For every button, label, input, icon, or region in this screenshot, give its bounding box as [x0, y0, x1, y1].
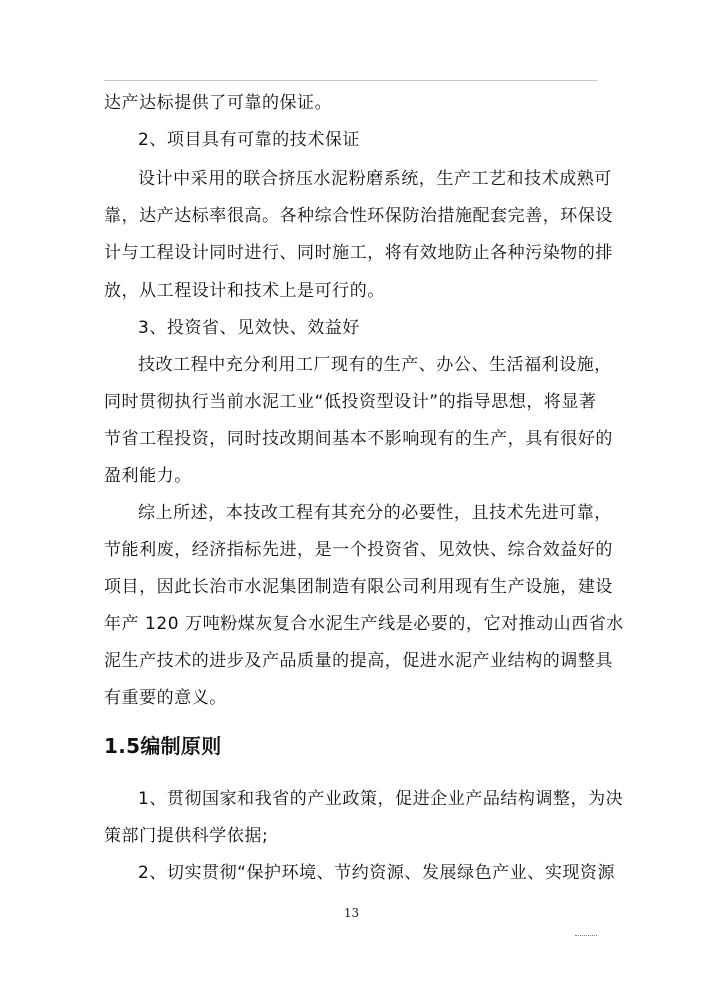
paragraph-line: 计与工程设计同时进行、同时施工，将有效地防止各种污染物的排	[104, 243, 613, 263]
paragraph-line: 靠，达产达标率很高。各种综合性环保防治措施配套完善，环保设	[104, 206, 613, 226]
header-rule	[104, 80, 598, 81]
paragraph-line: 设计中采用的联合挤压水泥粉磨系统，生产工艺和技术成熟可	[138, 169, 612, 189]
paragraph-line: 泥生产技术的进步及产品质量的提高，促进水泥产业结构的调整具	[104, 651, 613, 671]
paragraph-line: 节能利废，经济指标先进，是一个投资省、见效快、综合效益好的	[104, 540, 613, 560]
list-item-heading: 3、投资省、见效快、效益好	[138, 318, 360, 338]
paragraph-line: 综上所述，本技改工程有其充分的必要性，且技术先进可靠，	[138, 503, 612, 523]
paragraph-line: 同时贯彻执行当前水泥工业“低投资型设计”的指导思想，将显著	[104, 392, 597, 412]
paragraph-line: 策部门提供科学依据;	[104, 826, 269, 846]
footer-mark	[575, 935, 597, 937]
paragraph-line: 放，从工程设计和技术上是可行的。	[104, 281, 385, 301]
paragraph-line: 2、切实贯彻“保护环境、节约资源、发展绿色产业、实现资源	[138, 863, 616, 883]
body-line: 达产达标提供了可靠的保证。	[104, 93, 333, 113]
paragraph-line: 技改工程中充分利用工厂现有的生产、办公、生活福利设施，	[138, 355, 612, 375]
paragraph-line: 节省工程投资，同时技改期间基本不影响现有的生产，具有很好的	[104, 429, 613, 449]
paragraph-line: 年产 120 万吨粉煤灰复合水泥生产线是必要的，它对推动山西省水	[104, 614, 624, 634]
page-number: 13	[343, 906, 360, 920]
paragraph-line: 盈利能力。	[104, 466, 192, 486]
list-item-heading: 2、项目具有可靠的技术保证	[138, 130, 360, 150]
paragraph-line: 1、贯彻国家和我省的产业政策，促进企业产品结构调整，为决	[138, 789, 624, 809]
paragraph-line: 有重要的意义。	[104, 688, 227, 708]
paragraph-line: 项目，因此长治市水泥集团制造有限公司利用现有生产设施，建设	[104, 577, 613, 597]
section-heading: 1.5编制原则	[104, 734, 222, 758]
